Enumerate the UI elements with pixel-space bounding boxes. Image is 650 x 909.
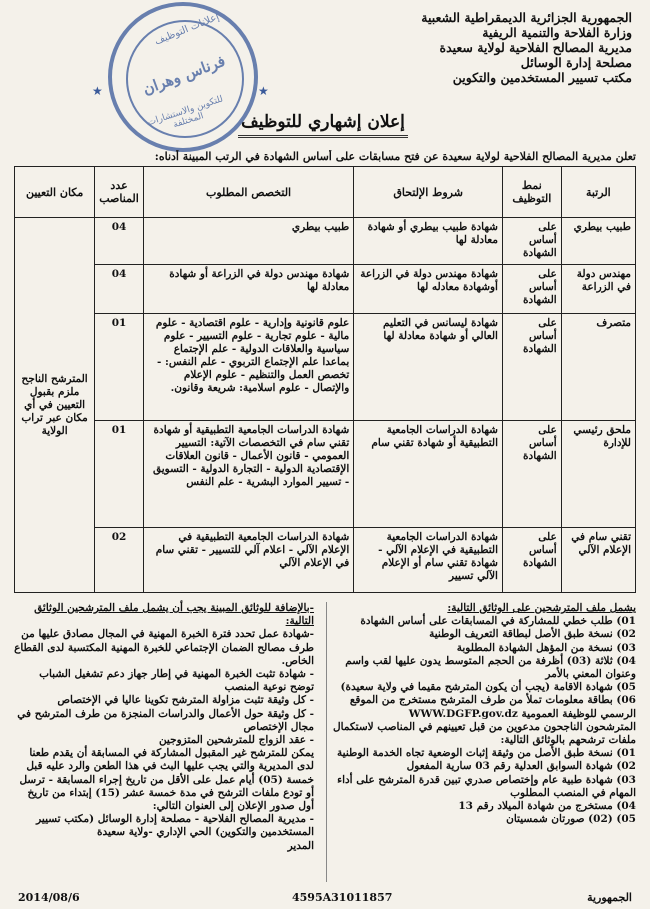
star-icon: ★ [92, 84, 103, 98]
list-item: - كل وثيقة تثبت مزاولة المترشح تكوينا عاليا في الإختصاص [57, 694, 314, 707]
column-header: عدد المناصب [95, 167, 144, 218]
specialty-cell: علوم قانونية وإدارية - علوم اقتصادية - علوم مالية - علوم تجارية - علوم التسيير - علوم سياسية والعلاقات الدولية - علم الإجتماع بماعدا علم الإجتماع التربوي - علم النفس: - تخصص العمل والتنظيم - علوم الإعلام والإتصال - علوم اسلامية: شريعة وقانون. [143, 314, 353, 421]
list-item: 02) شهادة السوابق العدلية رقم 03 سارية المفعول [406, 760, 636, 773]
count-cell: 02 [95, 528, 144, 593]
stamp-center-text: فرناس وهران [140, 51, 228, 99]
official-header [302, 10, 632, 85]
stamp-bottom-text: للتكوين والاستشارات المختلفة [146, 94, 225, 131]
footer-newspaper-name: الجمهورية [587, 891, 632, 904]
newspaper-footer [0, 888, 650, 909]
intro-text: تعلن مديرية المصالح الفلاحية لولاية سعيدة عن فتح مسابقات على أساس الشهادة في الرتب المبينة أدناه: [154, 150, 636, 163]
place-cell: المترشح الناجح ملزم بقبول التعيين في أي مكان عبر تراب الولاية [15, 218, 95, 593]
header-line: الجمهورية الجزائرية الديمقراطية الشعبية [421, 10, 632, 25]
list-item: 05) شهادة الاقامة (يجب أن يكون المترشح مقيما في ولاية سعيدة) [340, 681, 636, 694]
table-header-row [15, 167, 636, 218]
column-header: مكان التعيين [15, 167, 95, 218]
condition-cell: شهادة طبيب بيطري أو شهادة معادلة لها [354, 218, 503, 265]
specialty-cell: طبيب بيطري [143, 218, 353, 265]
table-row [15, 421, 636, 528]
table-row [15, 528, 636, 593]
positions-table [14, 166, 636, 593]
column-header: نمط التوظيف [502, 167, 561, 218]
stamp-outer-text: إعلانات التوظيف [153, 11, 221, 48]
agency-stamp [108, 2, 258, 152]
mode-cell: على أساس الشهادة [502, 421, 561, 528]
additional-documents-section [14, 602, 314, 853]
list-item: - شهادة تثبت الخبرة المهنية في إطار جهاز دعم تشغيل الشباب توضح نوعية المنصب [39, 668, 314, 694]
condition-cell: شهادة الدراسات الجامعية التطبيقية أو شهادة تقني سام [354, 421, 503, 528]
rank-cell: تقني سام في الإعلام الآلي [561, 528, 635, 593]
condition-cell: شهادة ليسانس في التعليم العالي أو شهادة معادلة لها [354, 314, 503, 421]
footer-date: 2014/08/6 [18, 891, 80, 904]
table-row [15, 218, 636, 265]
specialty-cell: شهادة مهندس دولة في الزراعة أو شهادة معادلة لها [143, 265, 353, 314]
page-title: إعلان إشهاري للتوظيف [238, 112, 408, 138]
list-item: 04) مستخرج من شهادة الميلاد رقم 13 [458, 800, 636, 813]
count-cell: 01 [95, 421, 144, 528]
header-line: مكتب تسيير المستخدمين والتكوين [452, 70, 632, 85]
list-item: 02) نسخة طبق الأصل لبطاقة التعريف الوطنية [429, 628, 636, 641]
mode-cell: على أساس الشهادة [502, 314, 561, 421]
header-line: وزارة الفلاحة والتنمية الريفية [482, 25, 632, 40]
count-cell: 01 [95, 314, 144, 421]
footer-reference: 4595A31011857 [292, 891, 393, 904]
section-title: يشمل ملف المترشحين على الوثائق التالية: [447, 602, 636, 614]
table-row [15, 265, 636, 314]
list-item: يمكن للمترشح غير المقبول المشاركة في المسابقة أن يقدم طعنا لدى المديرية والتي يجب عليها البث في هذا الطعن والرد عليه قبل خمسة (05) أيام عمل على الأقل من تاريخ إجراء المسابقة - ترسل أو تودع ملفات الترشح في مدة خمسة عشر (15) إبتداء من تاريخ أول صدور الإعلان إلى العنوان التالي: [19, 747, 314, 813]
specialty-cell: شهادة الدراسات الجامعية التطبيقية أو شهادة تقني سام في التخصصات الآتية: التسيير العمومي - قانون الأعمال - قانون العلاقات الإقتصادية الدولية - التجارة الدولية - التسويق - تسيير الموارد البشرية - علم النفس [143, 421, 353, 528]
table-row [15, 314, 636, 421]
list-item: 01) طلب خطي للمشاركة في المسابقات على أساس الشهادة [360, 615, 636, 628]
condition-cell: شهادة الدراسات الجامعية التطبيقية في الإعلام الآلي - شهادة تقني سام أو الإعلام الآلي تسيير [354, 528, 503, 593]
rank-cell: مهندس دولة في الزراعة [561, 265, 635, 314]
section-title: -بالإضافة للوثائق المبينة يجب أن يشمل ملف المترشحين الوثائق التالية: [34, 602, 314, 628]
rank-cell: متصرف [561, 314, 635, 421]
rank-cell: طبيب بيطري [561, 218, 635, 265]
list-item: 04) ثلاثة (03) أظرفة من الحجم المتوسط يدون عليها لقب واسم وعنوان المعني بالأمر [345, 654, 636, 681]
list-item: - مديرية المصالح الفلاحية - مصلحة إدارة الوسائل (مكتب تسيير المستخدمين والتكوين) الحي الإداري -ولاية سعيدة [36, 813, 314, 839]
count-cell: 04 [95, 218, 144, 265]
column-header: التخصص المطلوب [143, 167, 353, 218]
star-icon: ★ [258, 84, 269, 98]
list-item: 06) بطاقة معلومات تملأ من طرف المترشح مستخرج من الموقع الرسمي للوظيفة العمومية WWW.DGFP.gov.dz [349, 694, 636, 720]
list-item: المترشحون الناجحون مدعوين من قبل تعيينهم في المناصب لاستكمال ملفات ترشحهم بالوثائق التالية: [332, 720, 636, 747]
mode-cell: على أساس الشهادة [502, 218, 561, 265]
list-item: 03) نسخة من المؤهل الشهادة المطلوبة [456, 641, 636, 654]
list-item: 05) (02) صورتان شمسيتان [506, 813, 636, 826]
rank-cell: ملحق رئيسي للإدارة [561, 421, 635, 528]
list-item: - عقد الزواج للمترشحين المتزوجين [158, 734, 314, 747]
mode-cell: على أساس الشهادة [502, 265, 561, 314]
list-item: 01) نسخة طبق الأصل من وثيقة إثبات الوضعية تجاه الخدمة الوطنية [337, 747, 636, 760]
count-cell: 04 [95, 265, 144, 314]
header-line: مصلحة إدارة الوسائل [520, 55, 632, 70]
column-header: شروط الإلتحاق [354, 167, 503, 218]
required-documents-section [328, 602, 636, 826]
specialty-cell: شهادة الدراسات الجامعية التطبيقية في الإعلام الآلي - اعلام آلي للتسيير - تقني سام في الإعلام الآلي [143, 528, 353, 593]
list-item: - كل وثيقة حول الأعمال والدراسات المنجزة من طرف المترشح في مجال الإختصاص [17, 707, 314, 733]
list-item: 03) شهادة طبية عام وإختصاص صدري تبين قدرة المترشح على أداء المهام في المنصب المطلوب [337, 773, 636, 799]
list-item: -شهادة عمل تحدد فترة الخبرة المهنية في المجال مصادق عليها من طرف مصالح الضمان الإجتماعي للخبرة المهنية المكتسبة لدى القطاع الخاص. [14, 628, 314, 667]
header-line: مديرية المصالح الفلاحية لولاية سعيدة [439, 40, 632, 55]
column-divider [326, 602, 327, 882]
signature-label: المدير [287, 839, 314, 852]
column-header: الرتبة [561, 167, 635, 218]
condition-cell: شهادة مهندس دولة في الزراعة أوشهادة معادله لها [354, 265, 503, 314]
mode-cell: على أساس الشهادة [502, 528, 561, 593]
